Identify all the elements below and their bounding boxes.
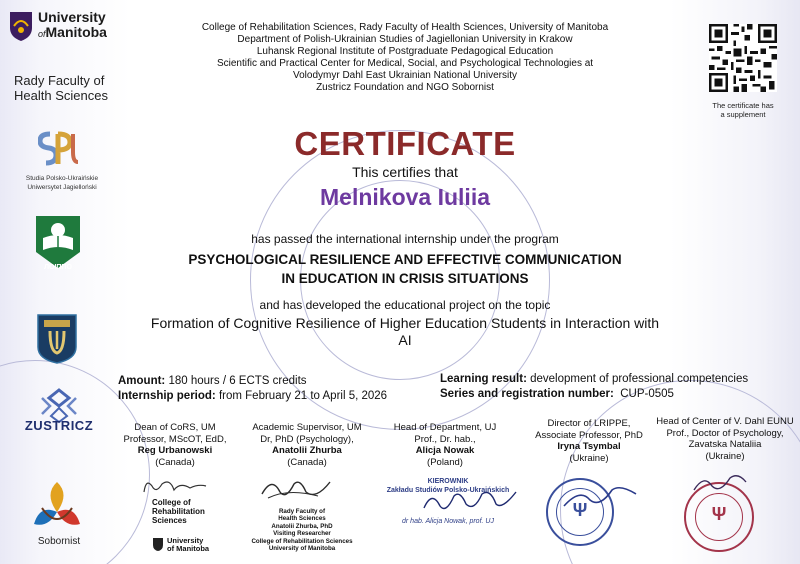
signatory-role: Director of LRIPPE,	[547, 418, 631, 429]
header-line: Scientific and Practical Center for Medical, Social, and Psychological Technologies at	[216, 57, 594, 69]
spu-line2: Uniwersytet Jagielloński	[27, 184, 97, 191]
result-row	[440, 372, 748, 387]
signatory-role: Head of Center of V. Dahl EUNU	[656, 416, 794, 427]
amount-value: 180 hours / 6 ECTS credits	[168, 375, 307, 387]
trident-icon: Ψ	[572, 500, 588, 520]
um-crest-icon	[8, 10, 34, 42]
signatory-head-department	[380, 422, 510, 468]
signature-tsymbal-icon	[560, 482, 640, 512]
signatory-name: Anatolii Zhurba	[272, 445, 342, 457]
qr-supplement-note	[700, 101, 786, 119]
signatory-name: Reg Urbanowski	[137, 445, 213, 457]
sobornist-logo-icon	[26, 478, 88, 534]
series-row	[440, 387, 748, 402]
period-row	[118, 389, 387, 404]
um-of: of	[38, 29, 46, 39]
kierownik-signature-line: dr hab. Alicja Nowak, prof. UJ	[402, 518, 494, 525]
qr-note-line1: The certificate has	[712, 101, 774, 110]
spu-logo-text	[12, 174, 112, 192]
signature-zavatska-icon	[690, 470, 750, 496]
signatory-degree: Professor, MScOT, EdD,	[123, 433, 227, 445]
rady-line2: Health Sciences	[14, 88, 108, 103]
zhurba-stamp-text	[246, 508, 358, 552]
signature-zhurba-icon	[258, 474, 338, 504]
signatory-name: Zavatska Nataliia	[688, 439, 762, 451]
kier-line2: Zakładu Studiów Polsko-Ukraińskich	[386, 486, 510, 494]
signature-nowak-icon	[420, 486, 520, 516]
kier-line1: KIEROWNIK	[427, 478, 469, 485]
rady-faculty-label	[14, 73, 108, 103]
spu-line1: Studia Polsko-Ukraińskie	[25, 175, 99, 182]
certificate-title: CERTIFICATE	[294, 125, 516, 162]
developed-text: and has developed the educational project on the topic	[259, 298, 551, 312]
signature-urbanowski-icon	[140, 476, 210, 498]
stamp-line: University of Manitoba	[268, 545, 336, 553]
partner-logos-sidebar	[0, 0, 125, 564]
zustricz-label: ZUSTRICZ	[24, 418, 94, 433]
program-line1: PSYCHOLOGICAL RESILIENCE AND EFFECTIVE COMMUNICATION	[188, 252, 622, 267]
series-value: CUP-0505	[620, 388, 674, 400]
um-small-logo	[167, 537, 209, 553]
institutions-header	[150, 22, 660, 93]
signatory-degree: Dr, PhD (Psychology),	[260, 433, 354, 445]
rady-line1: Rady Faculty of	[14, 73, 105, 88]
program-line2: IN EDUCATION IN CRISIS SITUATIONS	[281, 271, 529, 286]
um-small-line2: of Manitoba	[167, 544, 210, 553]
college-line3: Sciences	[152, 516, 187, 525]
topic-line1: Formation of Cognitive Resilience of Higher Education Students in Interaction with	[150, 315, 660, 331]
um-line1: University	[38, 9, 106, 25]
sobornist-label: Sobornist	[37, 536, 81, 547]
signatory-degree: Prof., Doctor of Psychology,	[666, 427, 784, 439]
signatory-country: (Canada)	[155, 456, 195, 468]
signatory-head-center	[650, 416, 800, 462]
passed-text: has passed the international internship under the program	[251, 232, 559, 246]
signatory-degree: Prof., Dr. hab.,	[414, 433, 476, 445]
um-logo-text	[38, 10, 107, 42]
trident-icon: Ψ	[711, 504, 727, 524]
eunu-shield-icon	[36, 313, 78, 365]
signatory-country: (Poland)	[427, 456, 463, 468]
period-label: Internship period:	[118, 390, 216, 402]
header-line: Luhansk Regional Institute of Postgraduate Pedagogical Education	[256, 45, 554, 57]
signatory-role: Head of Department, UJ	[393, 422, 497, 433]
stamp-line: Rady Faculty of	[278, 508, 326, 515]
signatory-supervisor	[242, 422, 372, 468]
header-line: College of Rehabilitation Sciences, Rady Faculty of Health Sciences, University of Manitoba	[201, 22, 609, 33]
result-value: development of professional competencies	[530, 373, 749, 385]
um-line2: Manitoba	[45, 24, 107, 40]
loippo-label: ЛОІППО	[44, 264, 72, 271]
um-small-line1: University	[167, 536, 204, 545]
signatory-director	[524, 418, 654, 464]
signatory-dean	[108, 422, 242, 468]
program-title	[130, 250, 680, 288]
signatory-role: Dean of CoRS, UM	[134, 422, 216, 433]
stamp-line: Health Sciences	[278, 515, 326, 523]
qr-code-icon[interactable]	[709, 24, 777, 92]
project-topic	[118, 315, 692, 349]
result-label: Learning result:	[440, 373, 527, 385]
series-label: Series and registration number:	[440, 388, 614, 400]
details-right	[440, 372, 748, 402]
qr-note-line2: a supplement	[720, 110, 766, 119]
amount-row	[118, 374, 387, 389]
college-mark	[152, 498, 205, 525]
details-left	[118, 374, 387, 404]
topic-line2: AI	[398, 332, 412, 348]
signatory-role: Academic Supervisor, UM	[252, 422, 362, 433]
amount-label: Amount:	[118, 375, 166, 387]
um-small-crest-icon	[152, 537, 164, 552]
spu-logo-icon	[38, 130, 82, 170]
header-line: Zustricz Foundation and NGO Sobornist	[316, 81, 494, 93]
loippo-logo-icon	[32, 212, 84, 272]
stamp-line: College of Rehabilitation Sciences	[251, 537, 353, 545]
signatory-country: (Canada)	[287, 456, 327, 468]
signatory-country: (Ukraine)	[569, 452, 609, 464]
certifies-text: This certifies that	[352, 164, 458, 180]
stamp-line: Anatolii Zhurba, PhD	[271, 522, 333, 530]
signatory-country: (Ukraine)	[705, 450, 745, 462]
stamp-line: Visiting Researcher	[273, 530, 331, 538]
header-line: Department of Polish-Ukrainian Studies of Jagiellonian University in Krakow	[237, 33, 573, 45]
signatory-degree: Associate Professor, PhD	[535, 429, 643, 441]
college-line2: Rehabilitation	[152, 507, 205, 516]
signatory-name: Iryna Tsymbal	[557, 441, 621, 453]
signatory-name: Alicja Nowak	[415, 445, 475, 457]
header-line: Volodymyr Dahl East Ukrainian National University	[293, 69, 517, 81]
recipient-name: Melnikova Iuliia	[320, 184, 490, 210]
period-value: from February 21 to April 5, 2026	[218, 390, 388, 402]
college-line1: College of	[152, 498, 191, 507]
